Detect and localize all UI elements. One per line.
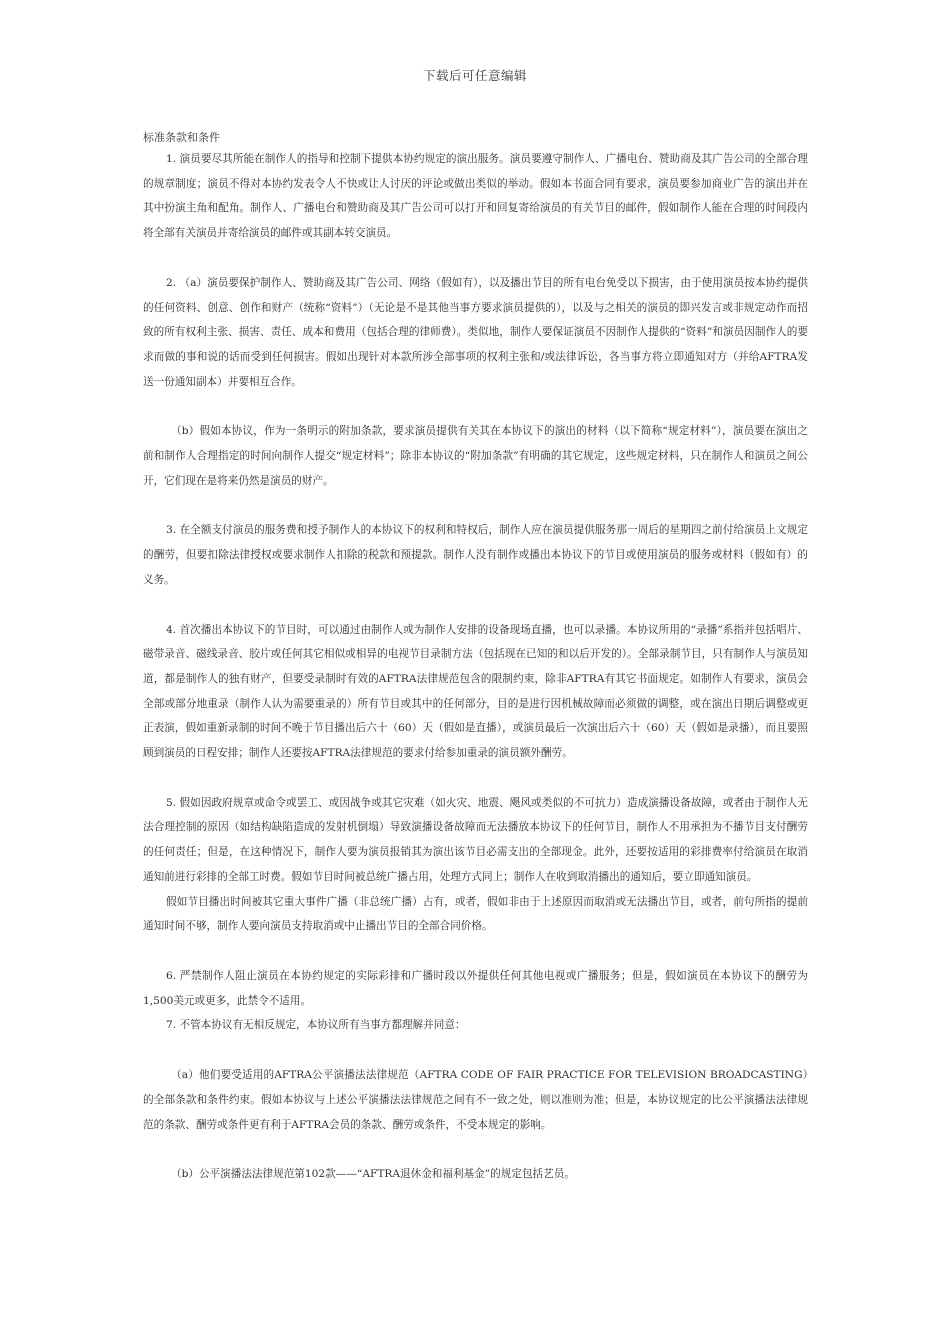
clause-7b: （b）公平演播法法律规范第102款——“AFTRA退休金和福利基金”的规定包括艺员。 <box>171 1168 575 1181</box>
clause-2a: 2. （a）演员要保护制作人、赞助商及其广告公司、网络（假如有），以及播出节目的所有电台免受以下损害，由于使用演员按本协约提供的任何资料、创意、创作和财产（统称“资料”）（无论是不是其他当事方要求演员提供的），以及与之相关的演员的即兴发言或非规定动作而招致的所有权利主张、损害、责任、成本和费用（包括合理的律师费）。类似地，制作人要保证演员不因制作人提供的“资料”和演员因制作人的要求而做的事和说的话而受到任何损害。假如出现针对本款所涉全部事项的权利主张和/或法律诉讼，各当事方将立即通知对方（并给AFTRA发送一份通知副本）并要相互合作。 <box>143 276 808 388</box>
clause-4: 4. 首次播出本协议下的节目时，可以通过由制作人或为制作人安排的设备现场直播，也可以录播。本协议所用的“录播”系指并包括唱片、磁带录音、磁线录音、胶片或任何其它相似或相异的电视节目录制方法（包括现在已知的和以后开发的）。全部录制节目，只有制作人与演员知道，都是制作人的独有财产，但要受录制时有效的AFTRA法律规范包含的限制约束，除非AFTRA有其它书面规定。如制作人有要求，演员会全部或部分地重录（制作人认为需要重录的）所有节目或其中的任何部分，目的是进行因机械故障而必须做的调整，或在演出日期后调整或更正表演，假如重新录制的时间不晚于节目播出后六十（60）天（假如是直播），或演员最后一次演出后六十（60）天（假如是录播），而且要照顾到演员的日程安排；制作人还要按AFTRA法律规范的要求付给参加重录的演员额外酬劳。 <box>143 623 808 760</box>
clause-6: 6. 严禁制作人阻止演员在本协约规定的实际彩排和广播时段以外提供任何其他电视或广播服务；但是，假如演员在本协议下的酬劳为1,500美元或更多，此禁令不适用。 <box>143 969 808 1007</box>
clause-5: 5. 假如因政府规章或命令或罢工、或因战争或其它灾难（如火灾、地震、飓风或类似的不可抗力）造成演播设备故障，或者由于制作人无法合理控制的原因（如结构缺陷造成的发射机倒塌）导致演播设备故障而无法播放本协议下的任何节目，制作人不用承担为不播节目支付酬劳的任何责任；但是，在这种情况下，制作人要为演员报销其为演出该节目必需支出的全部现金。此外，还要按适用的彩排费率付给演员在取消通知前进行彩排的全部工时费。假如节目时间被总统广播占用，处理方式同上；制作人在收到取消播出的通知后，要立即通知演员。 <box>143 796 808 883</box>
clause-5-continued: 假如节目播出时间被其它重大事件广播（非总统广播）占有，或者，假如非由于上述原因而取消或无法播出节目，或者，前句所指的提前通知时间不够，制作人要向演员支持取消或中止播出节目的全部合同价格。 <box>143 895 808 933</box>
document-body <box>143 147 808 1187</box>
clause-1: 1. 演员要尽其所能在制作人的指导和控制下提供本协约规定的演出服务。演员要遵守制作人、广播电台、赞助商及其广告公司的全部合理的规章制度；演员不得对本协约发表令人不快或让人讨厌的评论或做出类似的举动。假如本书面合同有要求，演员要参加商业广告的演出并在其中扮演主角和配角。制作人、广播电台和赞助商及其广告公司可以打开和回复寄给演员的有关节目的邮件，假如制作人能在合理的时间段内将全部有关演员并寄给演员的邮件或其副本转交演员。 <box>143 153 808 240</box>
clause-3: 3. 在全额支付演员的服务费和授予制作人的本协议下的权利和特权后，制作人应在演员提供服务那一周后的星期四之前付给演员上文规定的酬劳，但要扣除法律授权或要求制作人扣除的税款和预提款。制作人没有制作或播出本协议下的节目或使用演员的服务或材料（假如有）的义务。 <box>143 524 808 586</box>
clause-2b: （b）假如本协议，作为一条明示的附加条款，要求演员提供有关其在本协议下的演出的材料（以下简称“规定材料”），演员要在演出之前和制作人合理指定的时间向制作人提交“规定材料”；除非本协议的“附加条款”有明确的其它规定，这些规定材料，只在制作人和演员之间公开，它们现在是将来仍然是演员的财产。 <box>143 425 808 487</box>
page-header: 下载后可任意编辑 <box>422 68 527 83</box>
document-title: 标准条款和条件 <box>143 131 220 144</box>
clause-7: 7. 不管本协议有无相反规定，本协议所有当事方都理解并同意： <box>166 1019 466 1032</box>
clause-7a: （a）他们要受适用的AFTRA公平演播法法律规范（AFTRA CODE OF FAIR PRACTICE FOR TELEVISION BROADCASTING）的全部条款和条件约束。假如本协议与上述公平演播法法律规范之间有不一致之处，则以准则为准；但是，本协议规定的比公平演播法法律规范的条款、酬劳或条件更有利于AFTRA会员的条款、酬劳或条件，不受本规定的影响。 <box>143 1069 808 1131</box>
